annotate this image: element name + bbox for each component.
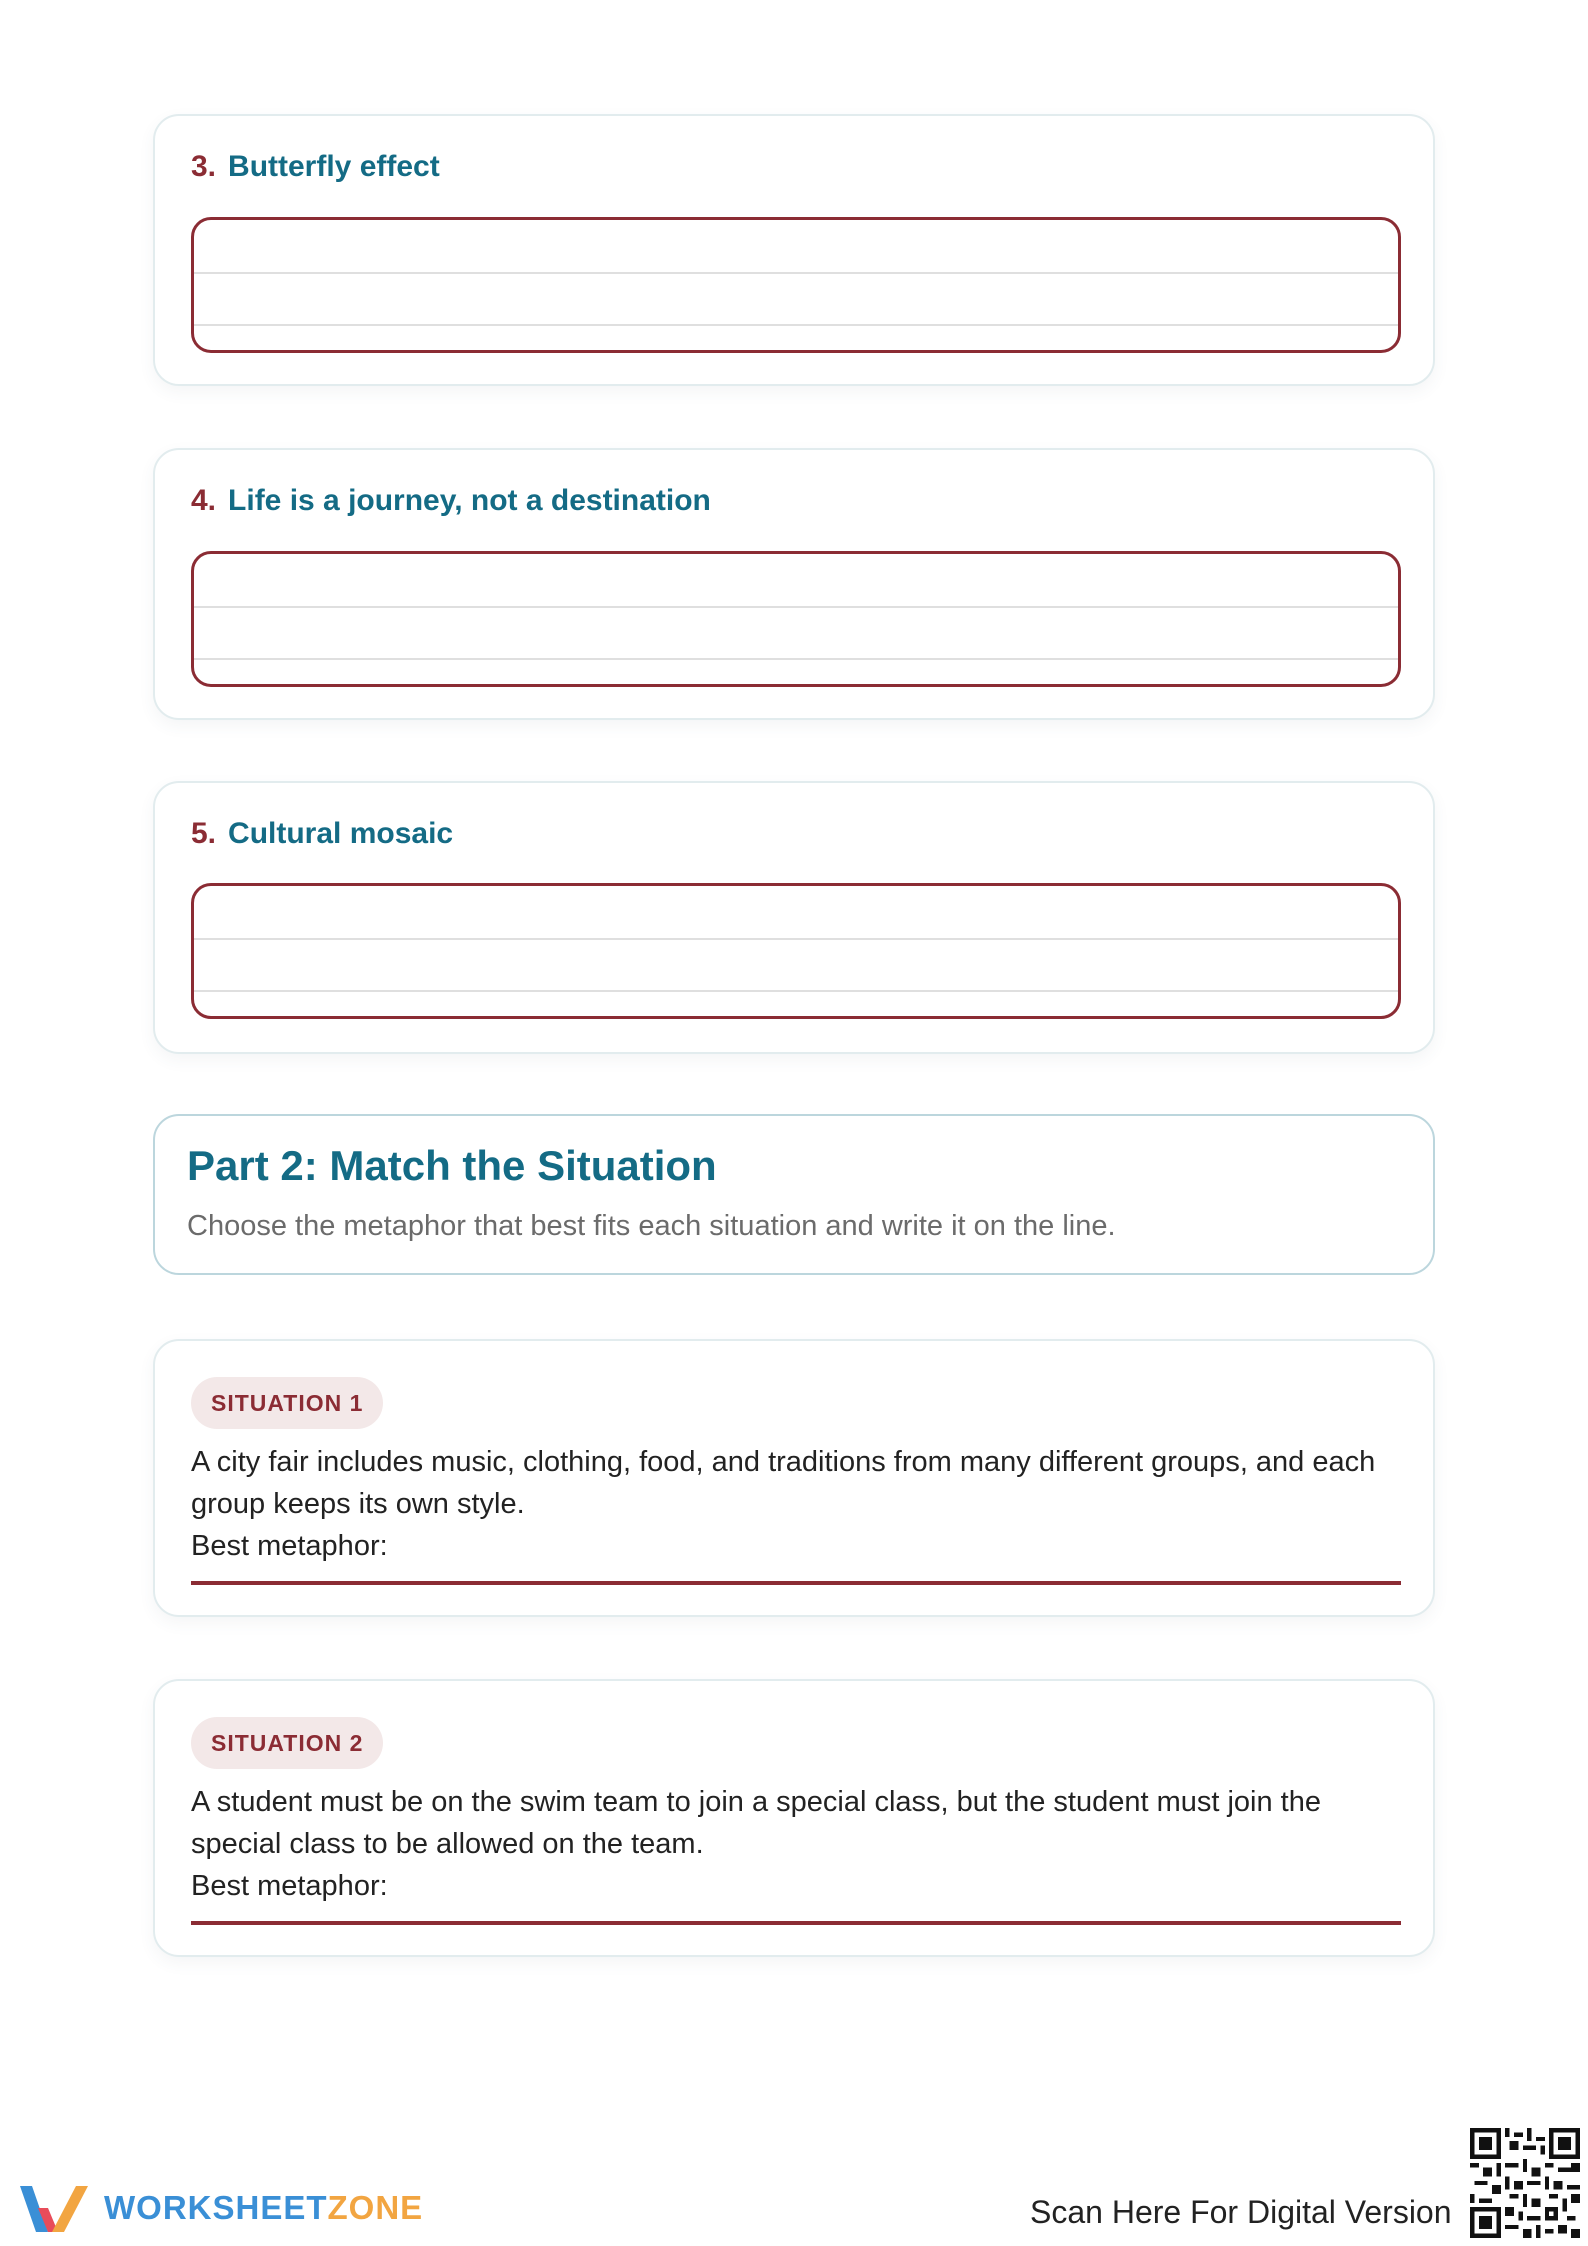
question-card-4 xyxy=(153,448,1435,720)
question-card-3 xyxy=(153,114,1435,386)
situation-prompt: Best metaphor: xyxy=(191,1530,388,1562)
situation-card-2 xyxy=(153,1679,1435,1957)
logo-w-icon xyxy=(16,2178,96,2238)
answer-box[interactable] xyxy=(191,883,1401,1019)
situation-badge: SITUATION 2 xyxy=(191,1717,383,1769)
situation-card-1 xyxy=(153,1339,1435,1617)
question-number: 4. xyxy=(191,484,217,517)
question-card-5 xyxy=(153,781,1435,1054)
answer-box[interactable] xyxy=(191,551,1401,687)
answer-line[interactable] xyxy=(191,1581,1401,1585)
situation-text xyxy=(191,1781,1411,1907)
question-title xyxy=(191,150,440,184)
part2-instructions: Choose the metaphor that best fits each situation and write it on the line. xyxy=(187,1210,1116,1242)
worksheetzone-logo[interactable] xyxy=(16,2178,423,2238)
question-number: 3. xyxy=(191,150,217,183)
situation-description: A city fair includes music, clothing, food, and traditions from many different groups, and each group keeps its own style. xyxy=(191,1446,1376,1520)
question-text: Cultural mosaic xyxy=(228,817,454,850)
part2-header-card xyxy=(153,1114,1435,1275)
logo-text: WORKSHEETZONE xyxy=(104,2189,424,2226)
scan-caption: Scan Here For Digital Version xyxy=(1030,2194,1452,2230)
question-title xyxy=(191,817,453,851)
situation-text xyxy=(191,1441,1411,1567)
question-text: Butterfly effect xyxy=(228,150,440,183)
situation-prompt: Best metaphor: xyxy=(191,1870,388,1902)
answer-box[interactable] xyxy=(191,217,1401,353)
question-number: 5. xyxy=(191,817,217,850)
question-text: Life is a journey, not a destination xyxy=(228,484,711,517)
qr-code-icon[interactable] xyxy=(1470,2128,1580,2238)
answer-line[interactable] xyxy=(191,1921,1401,1925)
situation-badge: SITUATION 1 xyxy=(191,1377,383,1429)
situation-description: A student must be on the swim team to join a special class, but the student must join the special class to be allowed on the team. xyxy=(191,1786,1321,1860)
part2-title: Part 2: Match the Situation xyxy=(187,1142,717,1189)
question-title xyxy=(191,484,711,518)
